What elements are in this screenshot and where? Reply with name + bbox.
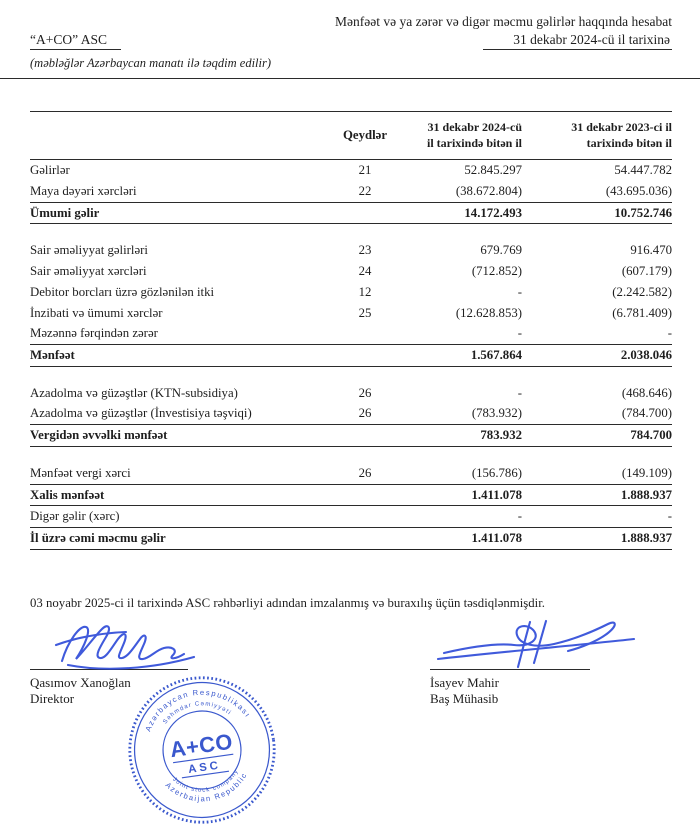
table-row-total: [30, 203, 672, 225]
row-value-2024: 1.567.864: [470, 348, 522, 362]
document-header: [0, 0, 700, 79]
accountant-signature: [430, 617, 672, 669]
seal-ring-outer-top: Azərbaycan Respublikası: [143, 687, 253, 733]
row-label: İl üzrə cəmi məcmu gəlir: [30, 531, 166, 546]
row-value-2024: (12.628.853): [455, 305, 522, 320]
table-row-total: [30, 345, 672, 367]
row-note: [330, 323, 400, 344]
row-value-2024: 783.932: [480, 428, 522, 443]
row-note: 24: [358, 264, 372, 279]
row-value-2023: 916.470: [630, 243, 672, 258]
table-header-row: [30, 112, 672, 160]
header-2023-line1: 31 dekabr 2023-ci il: [571, 119, 672, 134]
row-label: Azadolma və güzəştlər (İnvestisiya təşviqi): [30, 406, 252, 421]
row-value-2023: 784.700: [630, 428, 672, 443]
row-value-2024: -: [517, 326, 522, 341]
row-label: Azadolma və güzəştlər (KTN-subsidiya): [30, 385, 238, 400]
row-note: [330, 506, 400, 527]
row-value-2023: -: [667, 326, 672, 341]
income-statement-table: [30, 111, 672, 550]
row-label: Gəlirlər: [30, 163, 70, 178]
row-label: Digər gəlir (xərc): [30, 509, 120, 524]
row-value-2023: (43.695.036): [605, 183, 672, 198]
table-row: [30, 282, 672, 303]
header-2024-line2: il tarixində bitən il: [426, 136, 522, 151]
table-row-total: [30, 425, 672, 447]
director-signature: [30, 617, 245, 669]
row-value-2023: (468.646): [621, 385, 672, 400]
row-label: Debitor borcları üzrə gözlənilən itki: [30, 284, 215, 299]
seal-center-asc: ASC: [187, 759, 222, 776]
row-value-2024: 52.845.297: [464, 163, 522, 178]
row-value-2024: (156.786): [471, 465, 522, 480]
row-note: [330, 425, 400, 446]
company-seal: [126, 674, 278, 826]
row-value-2024: 679.769: [480, 243, 522, 258]
table-row: [30, 261, 672, 282]
director-title: Direktor: [30, 690, 75, 706]
row-note: [330, 528, 400, 549]
row-value-2024: (783.932): [471, 406, 522, 421]
signature-director-icon: [44, 617, 214, 673]
company-seal-icon: [116, 664, 288, 831]
table-row: [30, 383, 672, 404]
row-label: Mənfəət: [30, 348, 75, 362]
row-label: Maya dəyəri xərcləri: [30, 183, 137, 198]
row-value-2023: 54.447.782: [614, 163, 672, 178]
row-label: Məzənnə fərqindən zərər: [30, 326, 158, 341]
row-label: Ümumi gəlir: [30, 205, 100, 220]
seal-ring-inner-bottom: Joint stock company: [171, 767, 241, 794]
row-note: 12: [358, 284, 372, 299]
row-note: 26: [358, 385, 372, 400]
header-2023-line2: tarixində bitən il: [586, 136, 672, 151]
row-label: Vergidən əvvəlki mənfəət: [30, 428, 168, 443]
row-label: Mənfəət vergi xərci: [30, 465, 131, 480]
table-row: [30, 403, 672, 425]
table-row: [30, 323, 672, 345]
row-value-2024: -: [517, 509, 522, 524]
row-label: Sair əməliyyat gəlirləri: [30, 243, 148, 258]
row-value-2023: (6.781.409): [612, 305, 672, 320]
header-2024-line1: 31 dekabr 2024-cü: [427, 119, 522, 134]
director-name: Qasımov Xanoğlan: [30, 674, 131, 690]
accountant-name: İsayev Mahir: [430, 674, 499, 690]
accountant-signature-block: [430, 617, 672, 707]
header-notes: Qeydlər: [342, 127, 388, 142]
row-value-2023: 2.038.046: [620, 348, 672, 362]
row-value-2024: -: [517, 385, 522, 400]
table-row-total: [30, 528, 672, 550]
row-label: Sair əməliyyat xərcləri: [30, 264, 147, 279]
row-note: [330, 203, 400, 224]
row-value-2024: 1.411.078: [471, 487, 522, 502]
header-year-2024: [400, 119, 522, 151]
row-value-2023: -: [667, 509, 672, 524]
row-note: 21: [358, 163, 372, 178]
row-value-2024: 1.411.078: [471, 531, 522, 546]
header-year-2023: [522, 119, 672, 151]
row-value-2023: 10.752.746: [614, 205, 672, 220]
row-value-2023: 1.888.937: [620, 531, 672, 546]
table-row-total: [30, 485, 672, 507]
row-value-2024: -: [517, 284, 522, 299]
row-value-2023: (149.109): [621, 465, 672, 480]
row-note: [330, 485, 400, 506]
row-note: [330, 345, 400, 366]
row-value-2023: (784.700): [621, 406, 672, 421]
table-row: [30, 181, 672, 203]
company-name: “A+CO” ASC: [30, 32, 121, 50]
row-value-2023: (2.242.582): [612, 284, 672, 299]
row-value-2023: (607.179): [621, 264, 672, 279]
row-note: 26: [358, 465, 372, 480]
row-note: 23: [358, 243, 372, 258]
row-label: İnzibati və ümumi xərclər: [30, 305, 163, 320]
header-empty-cell: [30, 119, 330, 151]
signature-accountant-icon: [430, 617, 645, 673]
seal-center-name: A+CO: [168, 728, 235, 763]
row-value-2024: (712.852): [471, 264, 522, 279]
report-date: 31 dekabr 2024-cü il tarixinə: [483, 32, 672, 50]
table-row: [30, 303, 672, 324]
row-note: 25: [358, 305, 372, 320]
company-date-line: [30, 32, 672, 50]
seal-ring-inner-top: Səhmdar Cəmiyyəti: [161, 700, 233, 726]
row-value-2024: (38.672.804): [455, 183, 522, 198]
row-label: Xalis mənfəət: [30, 487, 105, 502]
row-note: 26: [358, 406, 372, 421]
table-row: [30, 506, 672, 528]
table-row: [30, 240, 672, 261]
report-title: Mənfəət və ya zərər və digər məcmu gəlirlər haqqında hesabat: [335, 14, 672, 29]
table-row: [30, 160, 672, 181]
approval-statement: 03 noyabr 2025-ci il tarixində ASC rəhbərliyi adından imzalanmış və buraxılış üçün təsdiqlənmişdir.: [30, 595, 545, 610]
table-row: [30, 463, 672, 485]
accountant-title: Baş Mühasib: [430, 690, 499, 706]
seal-ring-outer-bottom: Azerbaijan Republic: [163, 770, 250, 804]
row-note: 22: [358, 183, 372, 198]
currency-note: (məbləğlər Azərbaycan manatı ilə təqdim edilir): [30, 55, 272, 70]
row-value-2023: 1.888.937: [620, 487, 672, 502]
row-value-2024: 14.172.493: [464, 205, 522, 220]
